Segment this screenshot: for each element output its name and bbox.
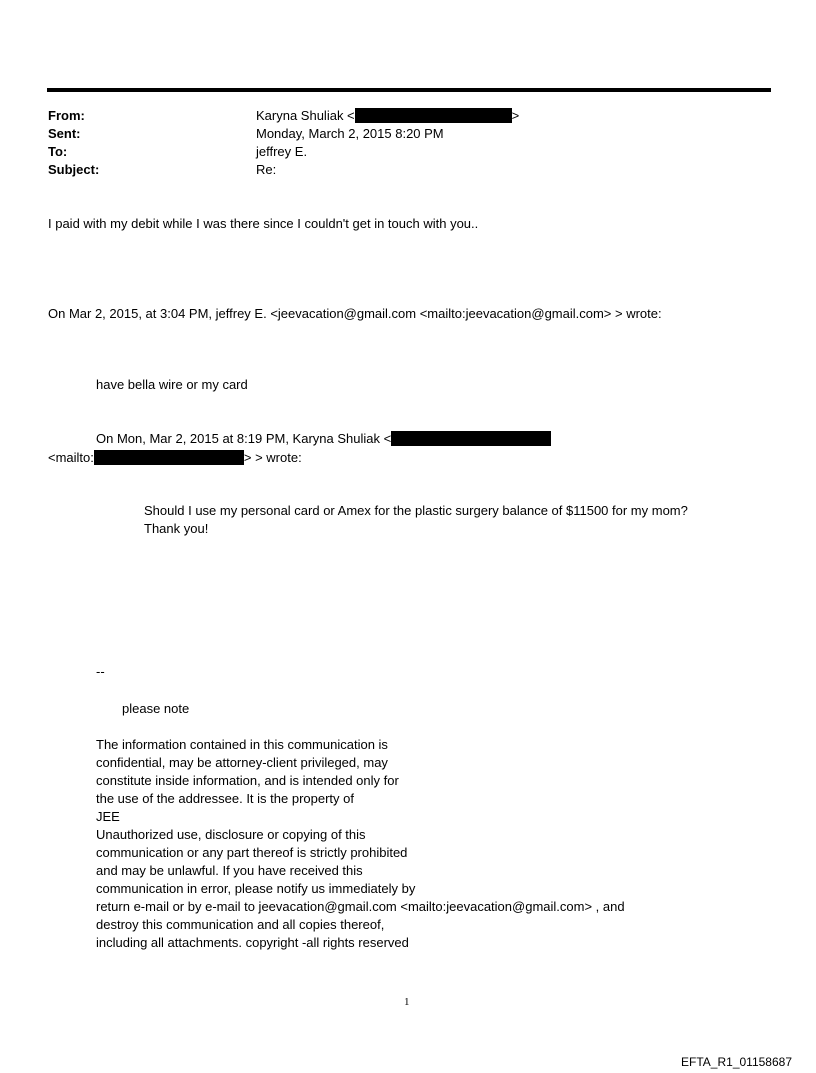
disclaimer-line: including all attachments. copyright -all rights reserved (96, 935, 409, 950)
disclaimer-line: confidential, may be attorney-client privileged, may (96, 755, 388, 770)
from-name: Karyna Shuliak < (256, 108, 355, 123)
redaction-box (94, 450, 244, 465)
disclaimer-line: The information contained in this communication is (96, 737, 388, 752)
disclaimer-paragraph (96, 736, 625, 952)
signature-note: please note (122, 701, 190, 716)
quote1-text: have bella wire or my card (96, 377, 248, 392)
subject-label: Subject: (48, 162, 100, 177)
from-label: From: (48, 108, 85, 123)
disclaimer-line: communication in error, please notify us immediately by (96, 881, 416, 896)
document-id: EFTA_R1_01158687 (681, 1055, 792, 1069)
subject-value: Re: (256, 162, 277, 177)
quote2-intro-line2 (48, 449, 302, 467)
from-close: > (511, 108, 520, 123)
redaction-box (391, 431, 551, 446)
quote2-intro-a: On Mon, Mar 2, 2015 at 8:19 PM, Karyna Shuliak < (96, 431, 392, 446)
to-value: jeffrey E. (256, 144, 308, 159)
disclaimer-line: communication or any part thereof is strictly prohibited (96, 845, 408, 860)
header-rule (47, 88, 771, 92)
sent-label: Sent: (48, 126, 81, 141)
page-number: 1 (404, 996, 410, 1008)
quote2-wrote: > > wrote: (243, 450, 302, 465)
quote2-mailto: <mailto: (48, 450, 94, 465)
disclaimer-line: the use of the addressee. It is the property of (96, 791, 354, 806)
reply-text: I paid with my debit while I was there since I couldn't get in touch with you.. (48, 216, 479, 231)
disclaimer-line: destroy this communication and all copies thereof, (96, 917, 385, 932)
signature-dash: -- (96, 664, 105, 679)
from-value (256, 107, 519, 125)
disclaimer-line: JEE (96, 809, 120, 824)
disclaimer-line: return e-mail or by e-mail to jeevacation@gmail.com <mailto:jeevacation@gmail.com> , and (96, 899, 625, 914)
redaction-box (355, 108, 512, 123)
disclaimer-line: constitute inside information, and is intended only for (96, 773, 399, 788)
quote2-line2: Thank you! (144, 521, 209, 536)
disclaimer-line: and may be unlawful. If you have received this (96, 863, 363, 878)
sent-value: Monday, March 2, 2015 8:20 PM (256, 126, 444, 141)
disclaimer-line: Unauthorized use, disclosure or copying of this (96, 827, 366, 842)
quote1-intro: On Mar 2, 2015, at 3:04 PM, jeffrey E. <jeevacation@gmail.com <mailto:jeevacation@gmail.com> > wrote: (48, 306, 662, 321)
quote2-intro-line1 (96, 430, 551, 448)
to-label: To: (48, 144, 68, 159)
quote2-line1: Should I use my personal card or Amex for the plastic surgery balance of $11500 for my mom? (144, 503, 688, 518)
